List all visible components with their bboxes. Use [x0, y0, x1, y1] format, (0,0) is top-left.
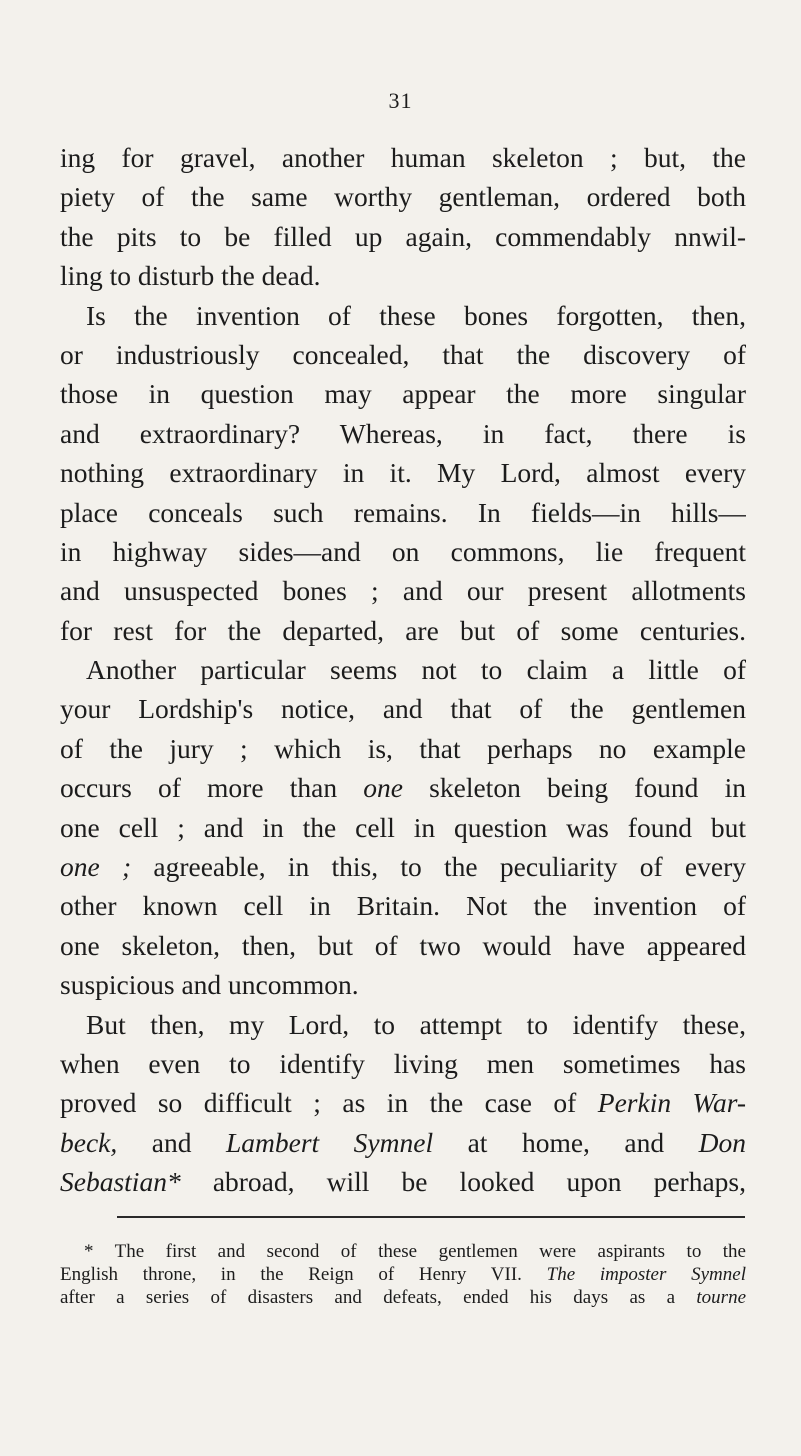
- footnote-divider: [117, 1216, 745, 1218]
- italic-text: Perkin War-: [597, 1087, 746, 1119]
- italic-text: tourne: [696, 1287, 746, 1308]
- italic-text: Don: [698, 1126, 746, 1158]
- text-line: those in question may appear the more singular: [60, 378, 746, 410]
- text-line: [60, 768, 746, 807]
- text-line: [60, 847, 746, 886]
- italic-text: Lambert Symnel: [225, 1126, 434, 1158]
- text-line: nothing extraordinary in it. My Lord, almost every: [60, 457, 746, 489]
- text-line: or industriously concealed, that the discovery of: [60, 338, 746, 370]
- text-line: other known cell in Britain. Not the invention of: [60, 890, 746, 922]
- text-line: your Lordship's notice, and that of the gentlemen: [60, 693, 746, 725]
- text-line: ling to disturb the dead.: [60, 260, 321, 292]
- body-text: [60, 138, 746, 1202]
- text-line: But then, my Lord, to attempt to identify these,: [86, 1008, 746, 1040]
- text-line: in highway sides—and on commons, lie frequent: [60, 535, 746, 567]
- text-segment: skeleton being found in: [429, 772, 746, 804]
- italic-text: one: [363, 772, 403, 804]
- text-line: one cell ; and in the cell in question was found but: [60, 811, 746, 843]
- text-line: piety of the same worthy gentleman, ordered both: [60, 181, 746, 213]
- text-line: for rest for the departed, are but of some centuries.: [60, 614, 746, 646]
- italic-text: beck,: [60, 1126, 118, 1158]
- text-segment: occurs of more than: [60, 772, 338, 804]
- footnote-line: [60, 1286, 746, 1309]
- text-line: Another particular seems not to claim a little of: [86, 654, 746, 686]
- text-segment: after a series of disasters and defeats, ended his days as a: [60, 1287, 676, 1308]
- italic-text: one ;: [60, 851, 132, 883]
- text-segment: agreeable, in this, to the peculiarity of every: [153, 851, 746, 883]
- footnote-line: * The first and second of these gentlemen were aspirants to the: [84, 1241, 746, 1262]
- italic-text: Sebastian*: [60, 1166, 181, 1198]
- text-line: and extraordinary? Whereas, in fact, there is: [60, 417, 746, 449]
- text-line: [60, 1083, 746, 1122]
- italic-text: The imposter Symnel: [546, 1264, 746, 1285]
- text-segment: and: [151, 1126, 192, 1158]
- text-line: of the jury ; which is, that perhaps no example: [60, 732, 746, 764]
- page-number: 31: [388, 88, 413, 113]
- text-segment: English throne, in the Reign of Henry VII.: [60, 1264, 522, 1285]
- text-line: one skeleton, then, but of two would have appeared: [60, 929, 746, 961]
- text-line: Is the invention of these bones forgotten, then,: [86, 299, 746, 331]
- text-line: when even to identify living men sometimes has: [60, 1047, 746, 1079]
- text-line: [60, 1162, 746, 1201]
- text-line: [60, 1123, 746, 1162]
- text-segment: at home, and: [467, 1126, 665, 1158]
- footnote: [60, 1240, 746, 1309]
- text-line: the pits to be filled up again, commendably nnwil-: [60, 220, 746, 252]
- text-line: ing for gravel, another human skeleton ; but, the: [60, 142, 746, 173]
- text-line: suspicious and uncommon.: [60, 969, 359, 1001]
- footnote-line: [60, 1263, 746, 1286]
- text-line: place conceals such remains. In fields—in hills—: [60, 496, 746, 528]
- text-segment: abroad, will be looked upon perhaps,: [212, 1166, 746, 1198]
- text-segment: proved so difficult ; as in the case of: [60, 1087, 577, 1119]
- text-line: and unsuspected bones ; and our present allotments: [60, 575, 746, 607]
